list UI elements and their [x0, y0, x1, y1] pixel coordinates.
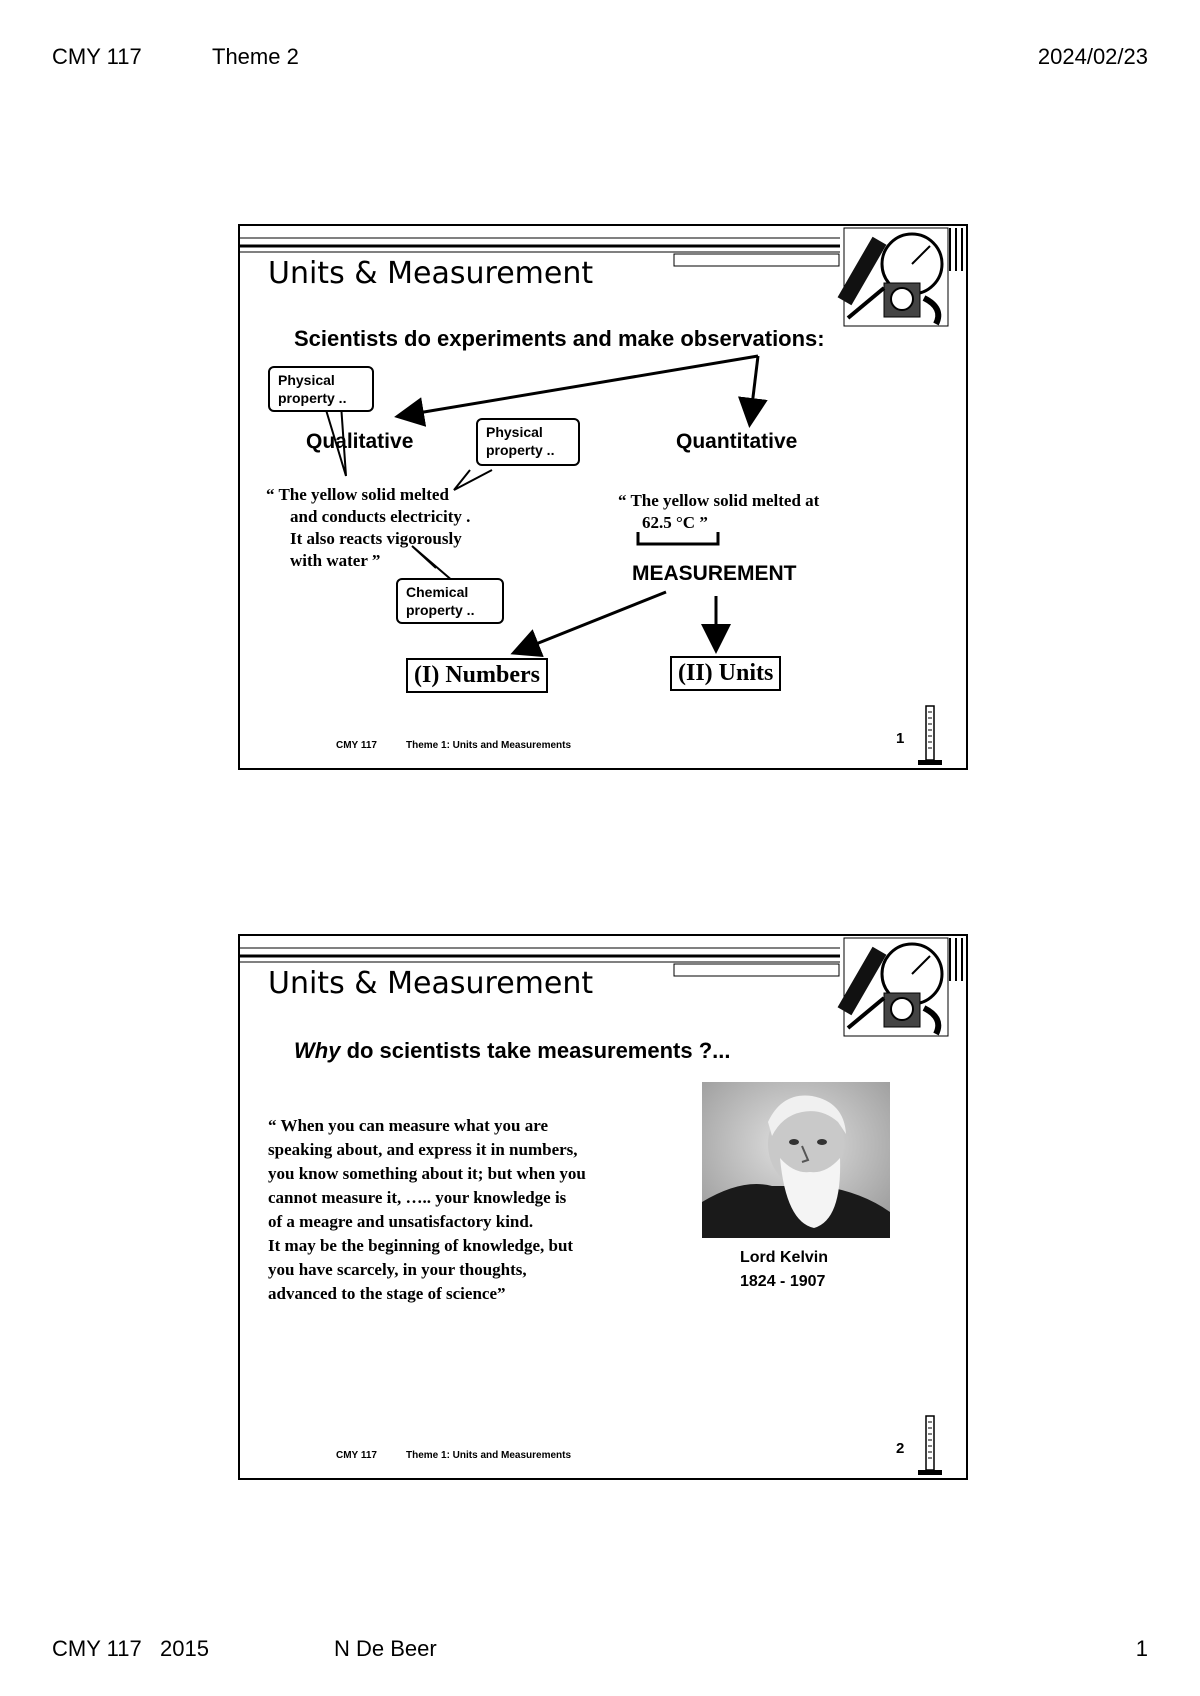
footer-course-year: CMY 117 2015: [52, 1636, 209, 1661]
slide-1: [238, 224, 968, 770]
callout-physical-property-2: Physical property ..: [476, 418, 580, 466]
label-qualitative: Qualitative: [306, 430, 414, 453]
slide-footer-theme: Theme 1: Units and Measurements: [406, 740, 572, 751]
slide-subtitle: Scientists do experiments and make observations:: [294, 326, 825, 351]
slide-footer-theme: Theme 1: Units and Measurements: [406, 1450, 572, 1461]
person-years: 1824 - 1907: [740, 1273, 826, 1290]
lab-tools-icon: [844, 938, 948, 1036]
slide-title: Units & Measurement: [268, 256, 594, 291]
qualitative-quote: “ The yellow solid melted and conducts electricity . It also reacts vigorously with water ”: [266, 485, 471, 570]
slide-footer-course: CMY 117: [336, 1450, 377, 1461]
box-numbers: (I) Numbers: [406, 658, 548, 693]
slide-title: Units & Measurement: [268, 966, 594, 1001]
slide-subtitle: Why do scientists take measurements ?...: [294, 1038, 731, 1063]
portrait-caption: [740, 1246, 828, 1294]
person-name: Lord Kelvin: [740, 1249, 829, 1266]
lord-kelvin-portrait: [702, 1082, 890, 1238]
header-theme: Theme 2: [212, 44, 299, 69]
graduated-cylinder-icon: [914, 1414, 944, 1478]
header-date: 2024/02/23: [1037, 44, 1148, 69]
kelvin-quote: “ When you can measure what you are speaking about, and express it in numbers, you know something about it; but when you cannot measure it, ….. your knowledge is of a meagre and unsatisfactory kind. It may be the beginning of knowledge, but you have scarcely, in your thoughts, advanced to the stage of science”: [268, 1116, 586, 1303]
slide-number: 2: [896, 1440, 905, 1457]
callout-chemical-property: Chemical property ..: [396, 578, 504, 624]
graduated-cylinder-icon: [914, 704, 944, 768]
header-course: CMY 117: [52, 44, 142, 69]
label-measurement: MEASUREMENT: [632, 562, 797, 585]
callout-physical-property-1: Physical property ..: [268, 366, 374, 412]
footer-page-number: 1: [1135, 1636, 1148, 1661]
label-quantitative: Quantitative: [676, 430, 798, 453]
quantitative-quote: “ The yellow solid melted at 62.5 °C ”: [618, 491, 820, 532]
footer-author: N De Beer: [334, 1636, 437, 1661]
box-units: (II) Units: [670, 656, 781, 691]
slide-2: [238, 934, 968, 1480]
slide-number: 1: [896, 730, 905, 747]
slide-footer-course: CMY 117: [336, 740, 377, 751]
